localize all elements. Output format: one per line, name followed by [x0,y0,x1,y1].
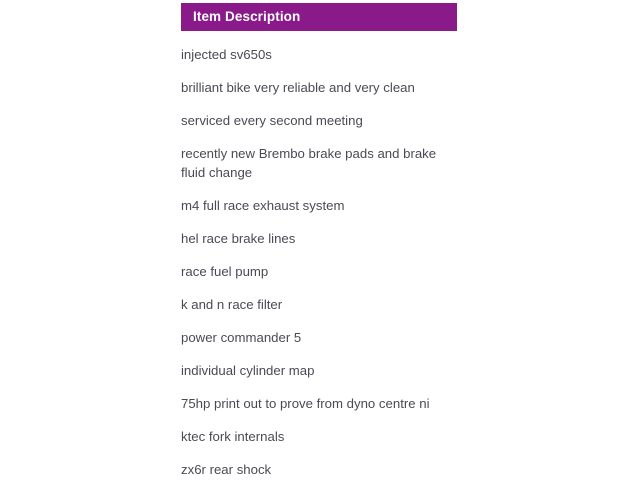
list-item-line: injected sv650s [181,47,272,62]
list-item [181,97,457,130]
list-item [181,215,457,248]
list-item-line: fluid change [181,165,253,180]
list-item [181,413,457,446]
list-item-line: recently new Brembo brake pads and brake [181,146,437,161]
list-item [181,64,457,97]
row-spacer [181,446,457,460]
row-spacer [181,314,457,328]
row-spacer [181,130,457,144]
row-spacer [181,380,457,394]
list-item-line: k and n race filter [181,297,283,312]
list-item-line: m4 full race exhaust system [181,198,345,213]
table-header-item-description: Item Description [181,3,457,31]
row-spacer [181,413,457,427]
list-item-line: race fuel pump [181,264,269,279]
list-item-line: 75hp print out to prove from dyno centre ni [181,396,430,411]
list-item-line: brilliant bike very reliable and very clean [181,80,415,95]
list-item [181,182,457,215]
list-item [181,281,457,314]
list-item [181,380,457,413]
row-spacer [181,347,457,361]
list-item [181,314,457,347]
list-item-line: hel race brake lines [181,231,296,246]
list-item [181,446,457,479]
list-item-line: zx6r rear shock [181,462,272,477]
row-spacer [181,281,457,295]
list-item [181,130,457,182]
list-item-line: serviced every second meeting [181,113,363,128]
row-spacer [181,215,457,229]
list-item [181,31,457,64]
row-spacer [181,31,457,45]
list-item-line: individual cylinder map [181,363,315,378]
row-spacer [181,182,457,196]
item-description-table [181,3,457,479]
row-spacer [181,97,457,111]
row-spacer [181,248,457,262]
item-description-list [181,31,457,479]
list-item-line: ktec fork internals [181,429,285,444]
list-item-line: power commander 5 [181,330,302,345]
list-item [181,248,457,281]
list-item [181,347,457,380]
row-spacer [181,64,457,78]
